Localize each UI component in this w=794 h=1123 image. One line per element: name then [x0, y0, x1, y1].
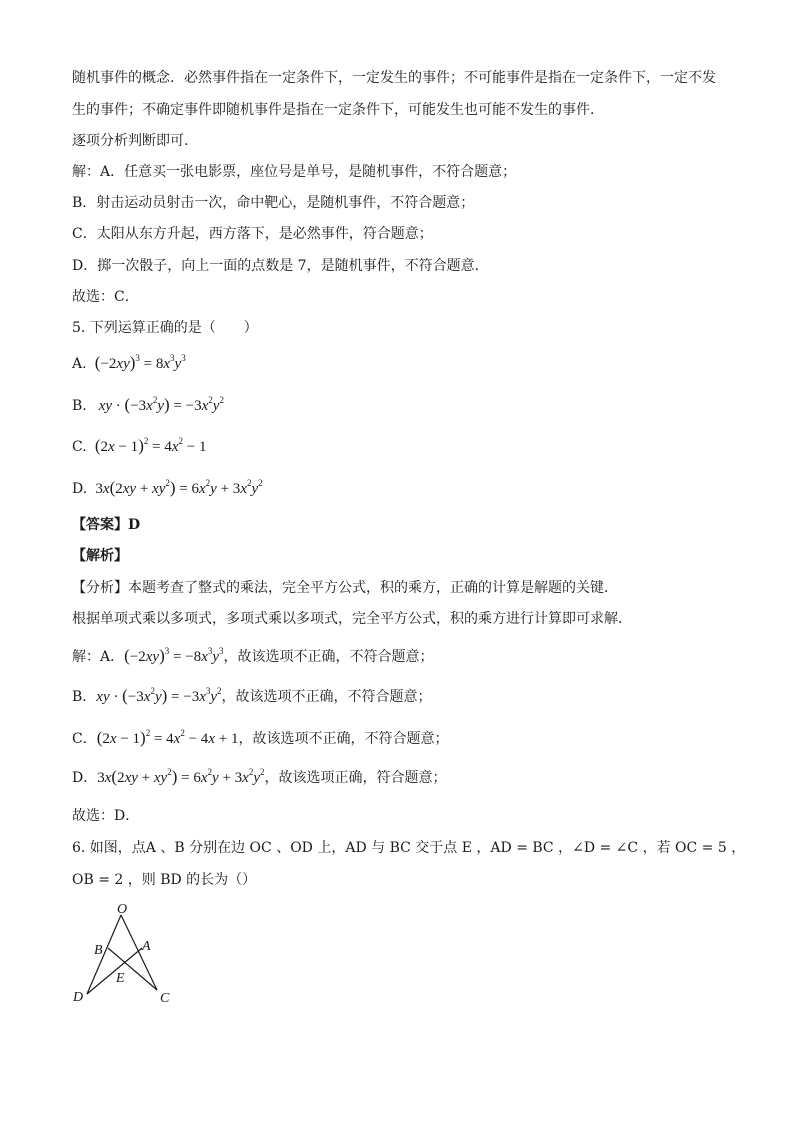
label-d: D	[73, 990, 84, 1005]
paragraph-line: 解：A．任意买一张电影票，座位号是单号，是随机事件，不符合题意；	[72, 164, 517, 180]
option-b-formula: xy · $(-3x^2y) = -3x^2y^2$	[98, 395, 224, 414]
paragraph-line: D．掷一次骰子，向上一面的点数是 7，是随机事件，不符合题意．	[72, 258, 489, 274]
label-a: A	[142, 939, 151, 954]
solution-prefix: B．	[72, 689, 97, 705]
paragraph-line: B．射击运动员射击一次，命中靶心，是随机事件，不符合题意；	[72, 195, 475, 211]
option-d	[72, 478, 263, 499]
question-5-stem: 5. 下列运算正确的是（ ）	[72, 320, 258, 336]
solution-a-formula: $(-2xy)^3 = -8x^3y^3$	[124, 646, 224, 665]
solution-suffix: ，故该选项不正确，不符合题意；	[221, 689, 432, 705]
answer-line: 【答案】D	[72, 517, 141, 533]
analysis-line: 【分析】本题考查了整式的乘法，完全平方公式，积的乘方，正确的计算是解题的关键．	[72, 580, 618, 596]
option-label: C.	[72, 439, 87, 455]
question-6-stem: 6. 如图，点A 、B 分别在边 OC 、OD 上，AD 与 BC 交于点 E ，AD = BC ，∠D = ∠C ，若 OC = 5 ，	[72, 840, 746, 856]
solution-prefix: C．	[72, 731, 97, 747]
option-c-formula: $(2x - 1)^2 = 4x^2 - 1$	[94, 436, 207, 455]
option-label: B.	[72, 398, 87, 414]
paragraph-line: 随机事件的概念．必然事件指在一定条件下，一定发生的事件；不可能事件是指在一定条件下，一定不发	[72, 70, 716, 86]
geometry-figure	[70, 898, 190, 1010]
solution-c-formula: $(2x - 1)^2 = 4x^2 - 4x + 1$	[96, 728, 239, 747]
solution-b-formula: xy · $(-3x^2y) = -3x^3y^2$	[96, 686, 222, 705]
paragraph-line: 生的事件；不确定事件即随机事件是指在一定条件下，可能发生也可能不发生的事件．	[72, 102, 604, 118]
paragraph-line: 逐项分析判断即可．	[72, 133, 198, 149]
solution-a	[72, 646, 434, 667]
solution-d	[72, 767, 447, 788]
analysis-line: 根据单项式乘以多项式，多项式乘以多项式，完全平方公式，积的乘方进行计算即可求解．	[72, 611, 632, 627]
solution-d-formula: $3x(2xy + xy^2) = 6x^2y + 3x^2y^2$	[97, 767, 265, 786]
option-a-formula: $(-2xy)^3 = 8x^3y^3$	[94, 353, 186, 372]
label-e: E	[116, 971, 125, 986]
solution-suffix: ，故该选项不正确，不符合题意；	[223, 649, 434, 665]
label-o: O	[117, 902, 128, 917]
solution-prefix: D．	[72, 770, 98, 786]
option-d-formula: $3x(2xy + xy^2) = 6x^2y + 3x^2y^2$	[91, 478, 263, 497]
label-b: B	[94, 943, 103, 958]
option-a	[72, 353, 186, 374]
solution-b	[72, 686, 432, 707]
paragraph-line: 故选：C．	[72, 289, 139, 305]
option-c	[72, 436, 206, 457]
option-label: A.	[72, 356, 87, 372]
label-c: C	[160, 991, 170, 1006]
option-b	[72, 395, 224, 416]
choose-line: 故选：D．	[72, 808, 140, 824]
paragraph-line: C．太阳从东方升起，西方落下，是必然事件，符合题意；	[72, 226, 433, 242]
analysis-heading: 【解析】	[72, 548, 128, 564]
solution-suffix: ，故该选项正确，符合题意；	[264, 770, 447, 786]
option-label: D.	[72, 481, 88, 497]
solution-prefix: 解：A．	[72, 649, 125, 665]
segment-oc	[121, 915, 157, 990]
solution-c	[72, 728, 448, 749]
question-6-stem-cont: OB = 2 ，则 BD 的长为（）	[72, 872, 257, 888]
solution-suffix: ，故该选项不正确，不符合题意；	[238, 731, 449, 747]
